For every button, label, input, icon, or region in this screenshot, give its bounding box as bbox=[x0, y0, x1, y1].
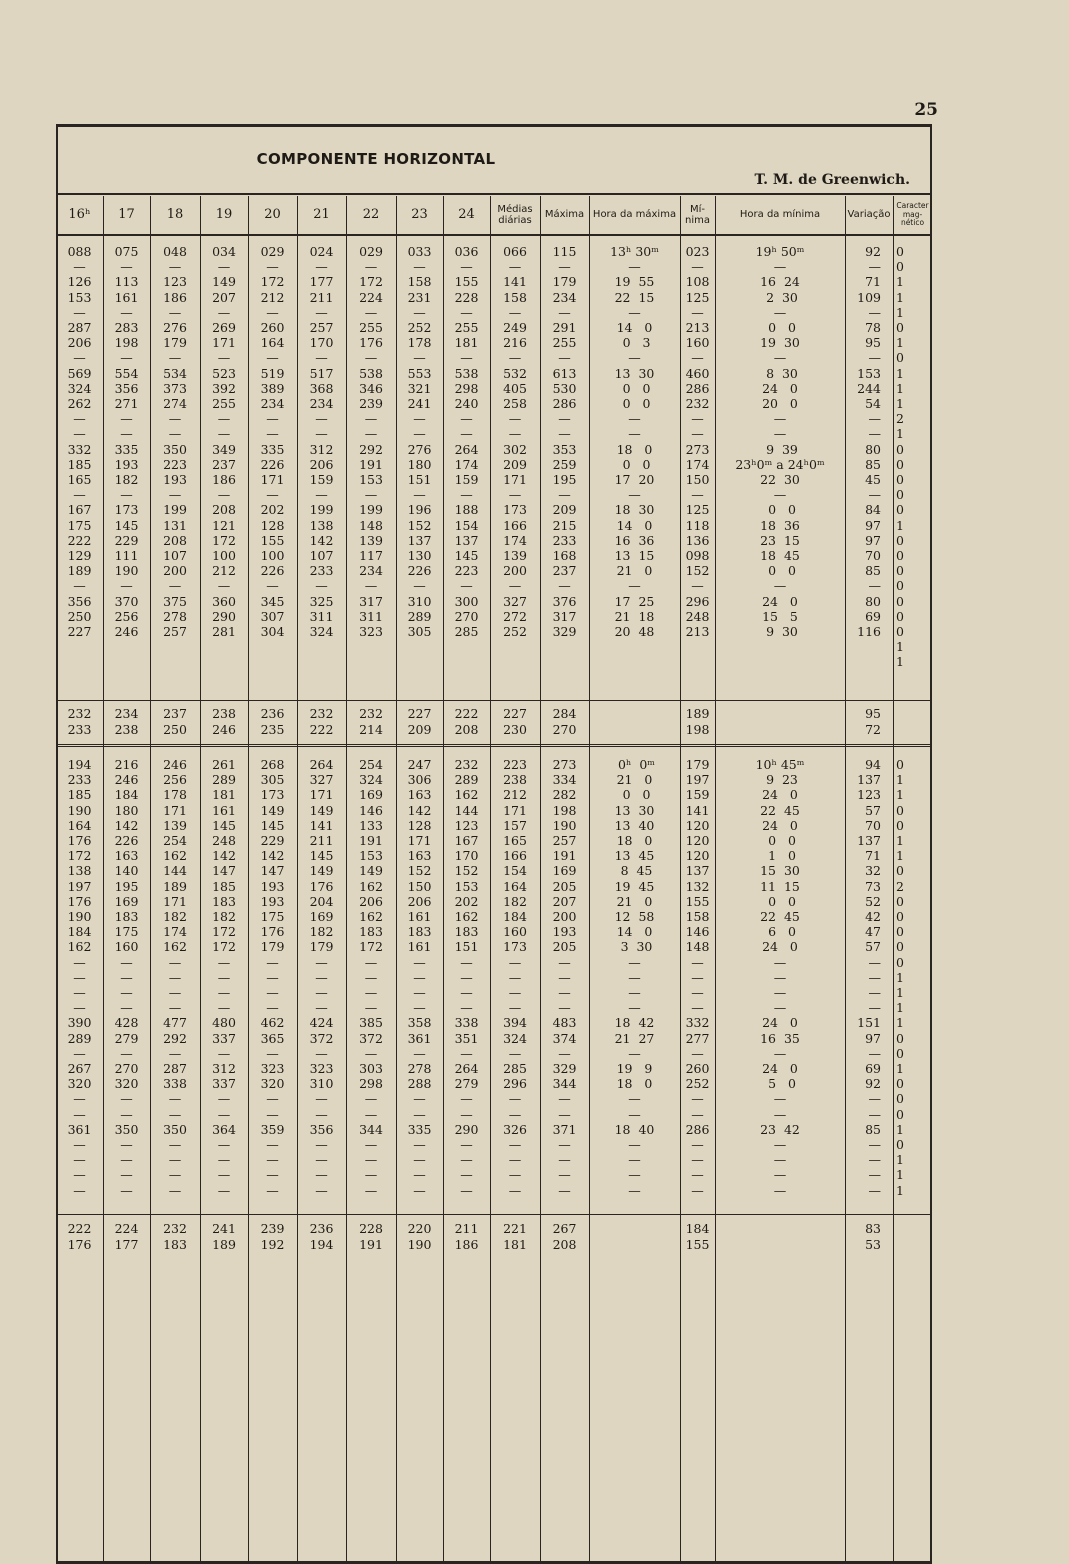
column-divider bbox=[589, 196, 590, 1562]
column-maximum-block1: 115 — 179 234 — 291 255 — 613 530 286 — — 353 259 195 — 209 215 233 168 237 — 376 317 329 bbox=[552, 244, 577, 640]
column-divider bbox=[346, 196, 347, 1562]
column-divider bbox=[297, 196, 298, 1562]
summary-hour-17-block2: 224 177 bbox=[114, 1221, 139, 1252]
column-time-of-minimum-block1: 19ʰ 50ᵐ — 16 24 2 30 — 0 0 19 30 — 8 30 24 0 20 0 — — 9 39 23ʰ0ᵐ a 24ʰ0ᵐ 22 30 — 0 0 18 36 23 15 18 45 0 0 — 24 0 15 5 9 30 bbox=[735, 244, 825, 640]
column-daily-mean-block2: 223 238 212 171 157 165 166 154 164 182 184 160 173 — — — — 394 324 — 285 296 — — 326 — — — — bbox=[503, 757, 527, 1198]
summary-hour-22-block2: 228 191 bbox=[359, 1221, 383, 1252]
column-hour-17-block2: 216 246 184 180 142 226 163 140 195 169 183 175 160 — — — — 428 279 — 270 320 — — 350 — — — — bbox=[114, 757, 139, 1198]
column-divider bbox=[715, 196, 716, 1562]
column-divider bbox=[845, 196, 846, 1562]
summary-hour-24-block2: 211 186 bbox=[454, 1221, 479, 1252]
header-daily-mean: Médias diárias bbox=[497, 203, 533, 226]
header-maximum: Máxima bbox=[544, 209, 585, 221]
column-hour-16-block1: 088 — 126 153 — 287 206 — 569 324 262 — — 332 185 165 — 167 175 222 129 189 — 356 250 227 bbox=[67, 244, 92, 640]
header-hour-23: 23 bbox=[411, 206, 428, 222]
summary-hour-23-block2: 220 190 bbox=[407, 1221, 432, 1252]
header-time-of-minimum: Hora da mínima bbox=[739, 209, 821, 221]
header-time-of-maximum: Hora da máxima bbox=[592, 209, 677, 221]
summary-hour-22-block1: 232 214 bbox=[359, 706, 383, 737]
column-hour-22-block2: 254 324 169 146 133 191 153 149 162 206 162 183 172 — — — — 385 372 — 303 298 — — 344 — — — — bbox=[359, 757, 383, 1198]
header-hour-18: 18 bbox=[166, 206, 184, 222]
summary-variation-block2: 83 53 bbox=[865, 1221, 881, 1252]
column-variation-block1: 92 — 71 109 — 78 95 — 153 244 54 — — 80 85 45 — 84 97 97 70 85 — 80 69 116 bbox=[857, 244, 881, 640]
column-maximum-block2: 273 334 282 198 190 257 191 169 205 207 200 193 205 — — — — 483 374 — 329 344 — — 371 — — — — bbox=[552, 757, 577, 1198]
column-hour-18-block2: 246 256 178 171 139 254 162 144 189 171 182 174 162 — — — — 477 292 — 287 338 — — 350 — — — — bbox=[163, 757, 187, 1198]
header-hour-22: 22 bbox=[362, 206, 380, 222]
column-hour-19-block1: 034 — 149 207 — 269 171 — 523 392 255 — — 349 237 186 — 208 121 172 100 212 — 360 290 281 bbox=[212, 244, 236, 640]
header-hour-20: 20 bbox=[264, 206, 281, 222]
summary-hour-21-block2: 236 194 bbox=[309, 1221, 334, 1252]
summary-hour-16-block1: 232 233 bbox=[67, 706, 92, 737]
column-divider bbox=[103, 196, 104, 1562]
column-minimum-block2: 179 197 159 141 120 120 120 137 132 155 158 146 148 — — — — 332 277 — 260 252 — — 286 — — — — bbox=[685, 757, 710, 1198]
summary-minimum-block2: 184 155 bbox=[685, 1221, 710, 1252]
summary-daily-mean-block1: 227 230 bbox=[503, 706, 527, 737]
column-hour-20-block2: 268 305 173 149 145 229 142 147 193 193 175 176 179 — — — — 462 365 — 323 320 — — 359 — — — — bbox=[260, 757, 285, 1198]
column-hour-23-block1: 033 — 158 231 — 252 178 — 553 321 241 — — 276 180 151 — 196 152 137 130 226 — 310 289 305 bbox=[407, 244, 432, 640]
table-subtitle: T. M. de Greenwich. bbox=[754, 172, 910, 188]
column-divider bbox=[443, 196, 444, 1562]
summary-minimum-block1: 189 198 bbox=[685, 706, 710, 737]
summary-maximum-block2: 267 208 bbox=[552, 1221, 577, 1252]
column-daily-mean-block1: 066 — 141 158 — 249 216 — 532 405 258 — — 302 209 171 — 173 166 174 139 200 — 327 272 252 bbox=[503, 244, 527, 640]
column-divider bbox=[680, 196, 681, 1562]
summary-maximum-block1: 284 270 bbox=[552, 706, 577, 737]
summary-hour-19-block2: 241 189 bbox=[212, 1221, 236, 1252]
header-hour-19: 19 bbox=[215, 206, 233, 222]
summary-variation-block1: 95 72 bbox=[865, 706, 881, 737]
column-divider bbox=[200, 196, 201, 1562]
column-hour-21-block1: 024 — 177 211 — 257 170 — 517 368 234 — — 312 206 159 — 199 138 142 107 233 — 325 311 324 bbox=[309, 244, 334, 640]
summary-hour-18-block2: 232 183 bbox=[163, 1221, 187, 1252]
column-minimum-block1: 023 — 108 125 — 213 160 — 460 286 232 — — 273 174 150 — 125 118 136 098 152 — 296 248 213 bbox=[685, 244, 710, 640]
summary-hour-23-block1: 227 209 bbox=[407, 706, 432, 737]
summary-hour-21-block1: 232 222 bbox=[309, 706, 334, 737]
column-divider bbox=[248, 196, 249, 1562]
summary-daily-mean-block2: 221 181 bbox=[503, 1221, 527, 1252]
header-top-rule bbox=[56, 193, 932, 195]
summary-hour-20-block1: 236 235 bbox=[260, 706, 285, 737]
column-hour-22-block1: 029 — 172 224 — 255 176 — 538 346 239 — — 292 191 153 — 199 148 139 117 234 — 317 311 323 bbox=[359, 244, 383, 640]
column-divider bbox=[396, 196, 397, 1562]
column-hour-24-block1: 036 — 155 228 — 255 181 — 538 298 240 — — 264 174 159 — 188 154 137 145 223 — 300 270 285 bbox=[454, 244, 479, 640]
header-minimum: Mí- nima bbox=[685, 203, 710, 226]
column-hour-18-block1: 048 — 123 186 — 276 179 — 534 373 274 — — 350 223 193 — 199 131 208 107 200 — 375 278 257 bbox=[163, 244, 187, 640]
summary-hour-20-block2: 239 192 bbox=[260, 1221, 285, 1252]
table-title: COMPONENTE HORIZONTAL bbox=[256, 150, 496, 168]
column-time-of-minimum-block2: 10ʰ 45ᵐ 9 23 24 0 22 45 24 0 0 0 1 0 15 30 11 15 0 0 22 45 6 0 24 0 — — — — 24 0 16 35 — 24 0 5 0 — — 23 42 — — — — bbox=[755, 757, 805, 1198]
column-divider bbox=[893, 196, 894, 1562]
summary-hour-17-block1: 234 238 bbox=[114, 706, 139, 737]
column-variation-block2: 94 137 123 57 70 137 71 32 73 52 42 47 57 — — — — 151 97 — 69 92 — — 85 — — — — bbox=[857, 757, 881, 1198]
summary-hour-24-block1: 222 208 bbox=[454, 706, 479, 737]
column-hour-16-block2: 194 233 185 190 164 176 172 138 197 176 190 184 162 — — — — 390 289 — 267 320 — — 361 — — — — bbox=[67, 757, 92, 1198]
header-hour-21: 21 bbox=[313, 206, 330, 222]
column-hour-21-block2: 264 327 171 149 141 211 145 149 176 204 169 182 179 — — — — 424 372 — 323 310 — — 356 — — — — bbox=[309, 757, 334, 1198]
column-time-of-maximum-block2: 0ʰ 0ᵐ 21 0 0 0 13 30 13 40 18 0 13 45 8 45 19 45 21 0 12 58 14 0 3 30 — — — — 18 42 21 27 — 19 9 18 0 — — 18 40 — — — — bbox=[614, 757, 655, 1198]
block-separator-rule bbox=[56, 744, 932, 747]
header-variation: Variação bbox=[847, 209, 891, 221]
header-hour-24: 24 bbox=[458, 206, 475, 222]
column-hour-19-block2: 261 289 181 161 145 248 142 147 185 183 182 172 172 — — — — 480 337 — 312 337 — — 364 — — — — bbox=[212, 757, 236, 1198]
summary-hour-18-block1: 237 250 bbox=[163, 706, 187, 737]
column-magnetic-character-block1: 0 0 1 1 1 0 1 0 1 1 1 2 1 0 0 0 0 0 1 0 0 0 0 0 0 0 1 1 bbox=[896, 244, 904, 670]
column-hour-20-block1: 029 — 172 212 — 260 164 — 519 389 234 — — 335 226 171 — 202 128 155 100 226 — 345 307 304 bbox=[260, 244, 285, 640]
column-hour-24-block2: 232 289 162 144 123 167 170 152 153 202 162 183 151 — — — — 338 351 — 264 279 — — 290 — — — — bbox=[454, 757, 479, 1198]
header-bottom-rule bbox=[56, 234, 932, 236]
column-hour-17-block1: 075 — 113 161 — 283 198 — 554 356 271 — — 335 193 182 — 173 145 229 111 190 — 370 256 246 bbox=[114, 244, 139, 640]
column-divider bbox=[490, 196, 491, 1562]
column-time-of-maximum-block1: 13ʰ 30ᵐ — 19 55 22 15 — 14 0 0 3 — 13 30 0 0 0 0 — — 18 0 0 0 17 20 — 18 30 14 0 16 36 13 15 21 0 — 17 25 21 18 20 48 bbox=[610, 244, 659, 640]
header-hour-17: 17 bbox=[118, 206, 135, 222]
column-magnetic-character-block2: 0 1 1 0 0 1 1 0 2 0 0 0 0 0 1 1 1 1 0 0 1 0 0 0 1 0 1 1 1 bbox=[896, 757, 904, 1198]
summary-hour-19-block1: 238 246 bbox=[212, 706, 236, 737]
column-divider bbox=[150, 196, 151, 1562]
summary-hour-16-block2: 222 176 bbox=[67, 1221, 92, 1252]
column-hour-23-block2: 247 306 163 142 128 171 163 152 150 206 161 183 161 — — — — 358 361 — 278 288 — — 335 — — — — bbox=[407, 757, 432, 1198]
header-magnetic-character: Caracter mag- nético bbox=[896, 201, 929, 228]
page-number: 25 bbox=[914, 100, 938, 120]
block2-summary-rule bbox=[56, 1214, 932, 1215]
header-hour-16: 16ʰ bbox=[68, 206, 91, 222]
block1-summary-rule bbox=[56, 700, 932, 701]
column-divider bbox=[540, 196, 541, 1562]
